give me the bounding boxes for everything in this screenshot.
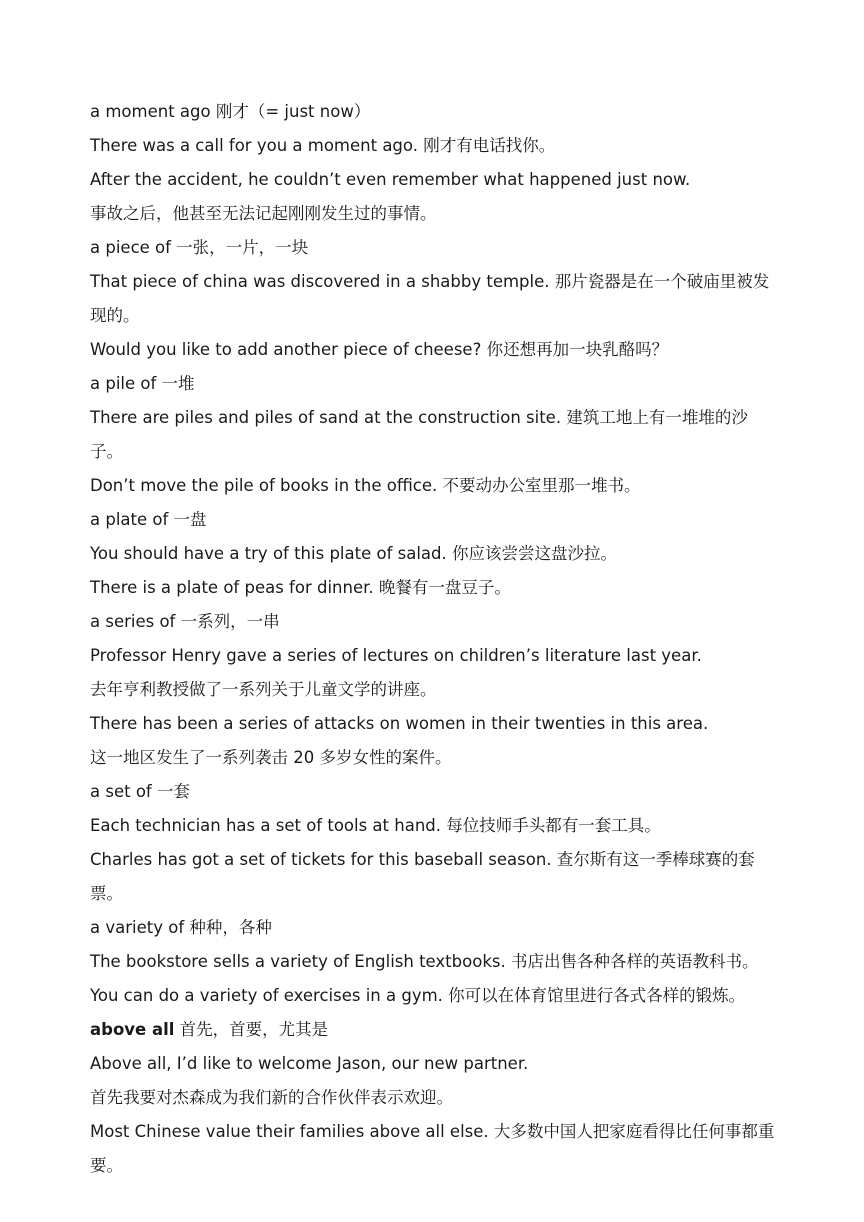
phrase-heading: a set of 一套 bbox=[90, 782, 190, 801]
example-translation: 去年亨利教授做了一系列关于儿童文学的讲座。 bbox=[90, 680, 437, 699]
example-sentence: Would you like to add another piece of cheese? 你还想再加一块乳酪吗？ bbox=[90, 340, 669, 359]
example-sentence: Most Chinese value their families above all else. 大多数中国人把家庭看得比任何事都重要。 bbox=[90, 1122, 775, 1175]
example-sentence: There is a plate of peas for dinner. 晚餐有一盘豆子。 bbox=[90, 578, 511, 597]
phrase-heading: a plate of 一盘 bbox=[90, 510, 207, 529]
example-sentence: You should have a try of this plate of salad. 你应该尝尝这盘沙拉。 bbox=[90, 544, 617, 563]
example-sentence: Each technician has a set of tools at hand. 每位技师手头都有一套工具。 bbox=[90, 816, 661, 835]
phrase-heading: a series of 一系列，一串 bbox=[90, 612, 280, 631]
phrase-heading: a variety of 种种，各种 bbox=[90, 918, 272, 937]
phrase-heading-above-all bbox=[90, 1013, 780, 1047]
phrase-heading: a pile of 一堆 bbox=[90, 374, 195, 393]
example-sentence: That piece of china was discovered in a shabby temple. 那片瓷器是在一个破庙里被发现的。 bbox=[90, 272, 770, 325]
example-sentence: After the accident, he couldn’t even remember what happened just now. bbox=[90, 170, 691, 189]
example-sentence: The bookstore sells a variety of English textbooks. 书店出售各种各样的英语教科书。 bbox=[90, 952, 759, 971]
example-sentence: There was a call for you a moment ago. 刚才有电话找你。 bbox=[90, 136, 556, 155]
phrase-term: above all bbox=[90, 1020, 175, 1039]
phrase-heading: a moment ago 刚才（= just now） bbox=[90, 102, 371, 121]
example-sentence: Don’t move the pile of books in the office. 不要动办公室里那一堆书。 bbox=[90, 476, 641, 495]
example-sentence: You can do a variety of exercises in a gym. 你可以在体育馆里进行各式各样的锻炼。 bbox=[90, 986, 746, 1005]
example-sentence: Charles has got a set of tickets for this baseball season. 查尔斯有这一季棒球赛的套票。 bbox=[90, 850, 755, 903]
phrase-meaning: 首先，首要，尤其是 bbox=[174, 1020, 329, 1039]
example-translation: 这一地区发生了一系列袭击 20 多岁女性的案件。 bbox=[90, 748, 452, 767]
example-sentence: Professor Henry gave a series of lectures on children’s literature last year. bbox=[90, 646, 702, 665]
document-page bbox=[90, 95, 780, 1183]
example-translation: 事故之后，他甚至无法记起刚刚发生过的事情。 bbox=[90, 204, 437, 223]
example-translation: 首先我要对杰森成为我们新的合作伙伴表示欢迎。 bbox=[90, 1088, 453, 1107]
example-sentence: There are piles and piles of sand at the construction site. 建筑工地上有一堆堆的沙子。 bbox=[90, 408, 748, 461]
phrase-heading: a piece of 一张，一片，一块 bbox=[90, 238, 309, 257]
example-sentence: There has been a series of attacks on women in their twenties in this area. bbox=[90, 714, 709, 733]
example-sentence: Above all, I’d like to welcome Jason, our new partner. bbox=[90, 1054, 529, 1073]
